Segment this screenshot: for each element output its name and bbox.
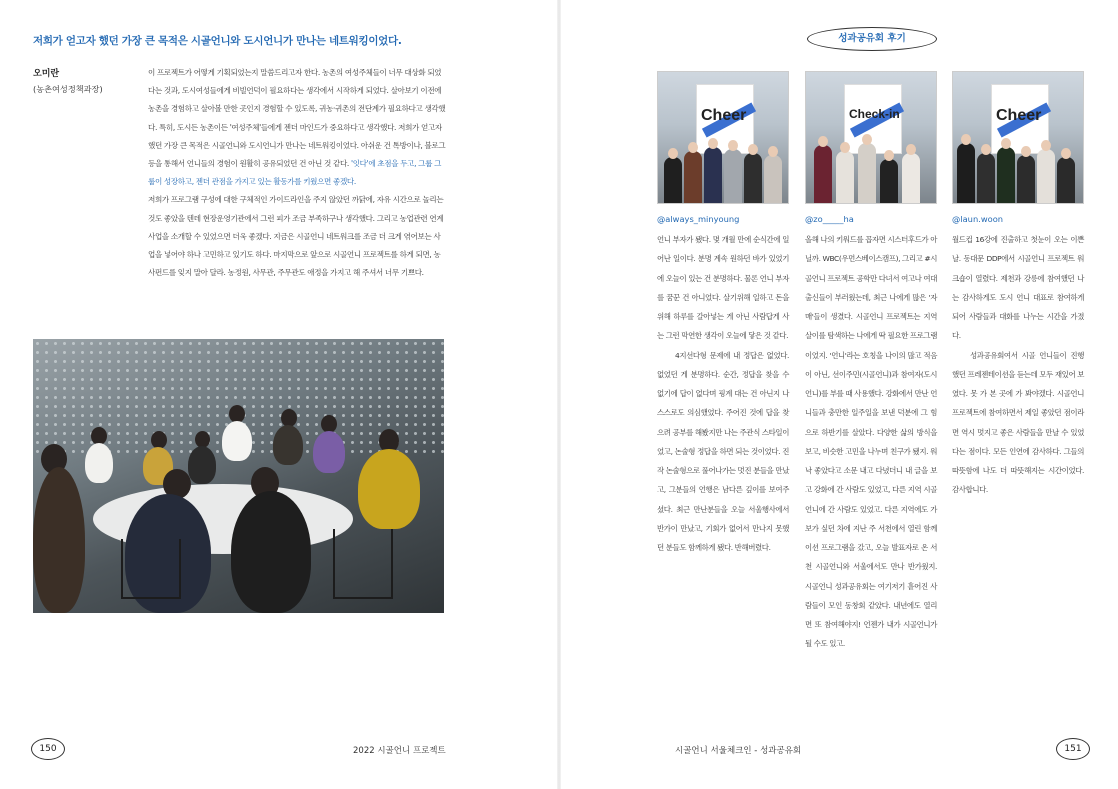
author-role: (농촌여성정책과장) bbox=[33, 84, 103, 94]
page-number-right: 151 bbox=[1056, 738, 1090, 760]
photo-figure bbox=[231, 491, 311, 613]
instagram-handle-3: @laun.woon bbox=[952, 214, 1004, 224]
photo-figure bbox=[222, 421, 252, 461]
body-paragraph bbox=[148, 64, 446, 191]
instagram-handle-2: @zo_____ha bbox=[805, 214, 854, 224]
review-text-1 bbox=[657, 230, 789, 557]
photo-crowd bbox=[658, 133, 789, 203]
author-name: 오미란 bbox=[33, 69, 60, 79]
review-paragraph: 언니 부자가 됐다. 몇 개월 만에 순식간에 일어난 일이다. 분명 계속 원하던 바가 있었기에 오늘이 있는 건 분명하다. 물론 언니 부자를 꿈꾼 건 아니었다. 살기위해 일하고 돈을 위해 하루를 갈아넣는 게 아닌 사람답게 사는 그런 막연한 생각이 오늘에 닿은 것 같다. bbox=[657, 235, 789, 341]
photo-figure bbox=[188, 446, 216, 484]
section-badge: 성과공유회 후기 bbox=[807, 27, 937, 51]
instagram-photo-3 bbox=[952, 71, 1084, 204]
footer-left: 2022 시골언니 프로젝트 bbox=[353, 746, 446, 756]
body-paragraph: 저희가 프로그램 구성에 대한 구체적인 가이드라인을 주지 않았던 까닭에, 자유 시간으로 놀리는 것도 좋았을 텐데 현장운영기관에서 그런 피가 조금 부족하구나 생각했다. 그리고 농업관련 연계 사업을 소개할 수 있었으면 더욱 좋겠다. 지금은 시골언니 네트워크를 조금 더 크게 엮어보는 사업을 넣어야 하나 고민하고 있기도 하다. 마지막으로 앞으로 시골언니 프로젝트를 하게 되면, 농사펀드를 잊지 말아 달라. 농정원, 사무관, 주무관도 애정을 가지고 해 주셔서 너무 기쁘다. bbox=[148, 195, 444, 278]
meeting-photo bbox=[33, 339, 444, 613]
highlighted-quote: '잇다'에 초점을 두고, 그룹 그룹이 성장하고, 젠더 관점을 가지고 있는 활동가를 키웠으면 좋겠다. bbox=[148, 159, 442, 187]
right-page bbox=[560, 0, 1118, 789]
sign-lettering: Cheer bbox=[701, 107, 747, 124]
review-text-3 bbox=[952, 230, 1084, 500]
photo-chair bbox=[333, 529, 393, 599]
review-text-2 bbox=[805, 230, 937, 654]
instagram-photo-1 bbox=[657, 71, 789, 204]
review-paragraph: 올해 나의 키워드를 꼽자면 시스터후드가 아닐까. WBC(우먼스베이스캠프), 그리고 #시골언니 프로젝트 공학만 다녀서 여고나 여대 출신들이 부러웠는데, 최근 나에게 많은 '자매'들이 생겼다. 시골언니 프로젝트는 지역살이를 탐색하는 나에게 딱 필요한 프로그램이었지. '언니'라는 호칭을 나이의 많고 적음이 아닌, 선이주민(시골언니)과 참여자(도시언니)를 부를 때 사용했다. 강화에서 만난 언니들과 충만한 일주일을 보낸 덕분에 그 힘으로 하반기를 살았다. 다양한 삶의 방식을 보고, 비슷한 고민을 나누며 친구가 됐지. 워낙 좋았다고 소문 내고 다녔더니 내 글을 보고 강화에 간 사람도 있었고, 다른 지역 시골언니에 간 사람도 있었고. 다른 지역에도 가보가 싶던 차에 지난 주 서천에서 열린 함께이션 프로그램을 갔고, 오늘 발표자로 온 서천 시골언니와 서울에서도 만나 반가웠지. 시골언니 성과공유회는 여기저기 흩어진 사람들이 모인 동창회 같았다. 내년에도 열리면 또 참여해야지! 언젠가 내가 시골언니가 될 수도 있고. bbox=[805, 235, 937, 649]
section-headline: 저희가 얻고자 했던 가장 큰 목적은 시골언니와 도시언니가 만나는 네트워킹이었다. bbox=[33, 35, 402, 47]
review-paragraph: 4지선다형 문제에 내 정답은 없었다. 없었던 게 분명하다. 순간, 정답을 찾을 수 없기에 답이 없다며 핑계 대는 건 아닌지 나 스스로도 의심했었다. 주어진 것에 답을 찾으려 공부를 해봤지만 나는 주관식 스타일이었고, 논술형 정답을 하면 되는 것이었다. 진작 논술형으로 풀어나가는 멋진 분들을 만났고, 그분들의 언행은 남다른 깊이를 보여주셨다. 최근 만난분들을 오늘 서울행사에서 반가이 만났고, 기회가 없어서 만나지 못했던 분들도 함께하게 됐다. 반해버렸다. bbox=[657, 350, 789, 552]
photo-figure bbox=[313, 431, 345, 473]
instagram-handle-1: @always_minyoung bbox=[657, 214, 740, 224]
footer-right: 시골언니 서울체크인 - 성과공유회 bbox=[675, 746, 802, 756]
photo-figure bbox=[273, 425, 303, 465]
sign-lettering: Cheer bbox=[996, 107, 1042, 124]
photo-figure bbox=[358, 449, 420, 529]
photo-chair bbox=[121, 539, 181, 599]
review-paragraph: 월드컵 16강에 진출하고 첫눈이 오는 이쁜 날. 동대문 DDP에서 시골언니 프로젝트 워크숍이 열렸다. 제천과 강릉에 참여했던 나는 감사하게도 도시 언니 대표로 참여하게 되어 사람들과 대화를 나누는 시간을 가졌다. bbox=[952, 235, 1084, 341]
instagram-photo-2 bbox=[805, 71, 937, 204]
interview-body bbox=[148, 64, 446, 282]
left-page bbox=[0, 0, 558, 789]
photo-crowd bbox=[806, 133, 937, 203]
photo-figure bbox=[85, 443, 113, 483]
review-paragraph: 성과공유회여서 시골 언니들이 진행했던 프레젠테이션을 듣는데 모두 재있어 보였다. 못 가 본 곳에 가 봐야겠다. 시골언니 프로젝트에 참여하면서 제일 좋았던 점이라면 역시 멋지고 좋은 사람들을 만날 수 있었다는 점이다. 모든 인연에 감사하다. 그들의 따뜻함에 나도 더 따뜻해지는 시간이었다. 감사합니다. bbox=[952, 350, 1084, 495]
page-number-left: 150 bbox=[31, 738, 65, 760]
photo-crowd bbox=[953, 133, 1084, 203]
body-text-part: 이 프로젝트가 어떻게 기획되었는지 말씀드리고자 한다. 농촌의 여성주체들이 너무 대상화 되었다는 것과, 도시여성들에게 비빌언덕이 필요하다는 생각에서 시작하게 되었다. 살아보기 이전에 농촌을 경험하고 살아볼 만한 곳인지 경험할 수 있도록, 귀농·귀촌의 전단계가 필요하다고 생각했다. 특히, 도시든 농촌이든 '여성주체'들에게 젠더 마인드가 중요하다고 생각했다. 저희가 얻고자 했던 가장 큰 목적은 시골언니와 도시언니가 만나는 네트워킹이었다. 아쉬운 건 톡방이나, 블로그 등을 통해서 언니들의 경험이 원활히 공유되었던 건 아닌 것 같다. bbox=[148, 68, 446, 169]
photo-figure bbox=[33, 467, 85, 613]
sign-lettering: Check-in bbox=[849, 107, 900, 121]
